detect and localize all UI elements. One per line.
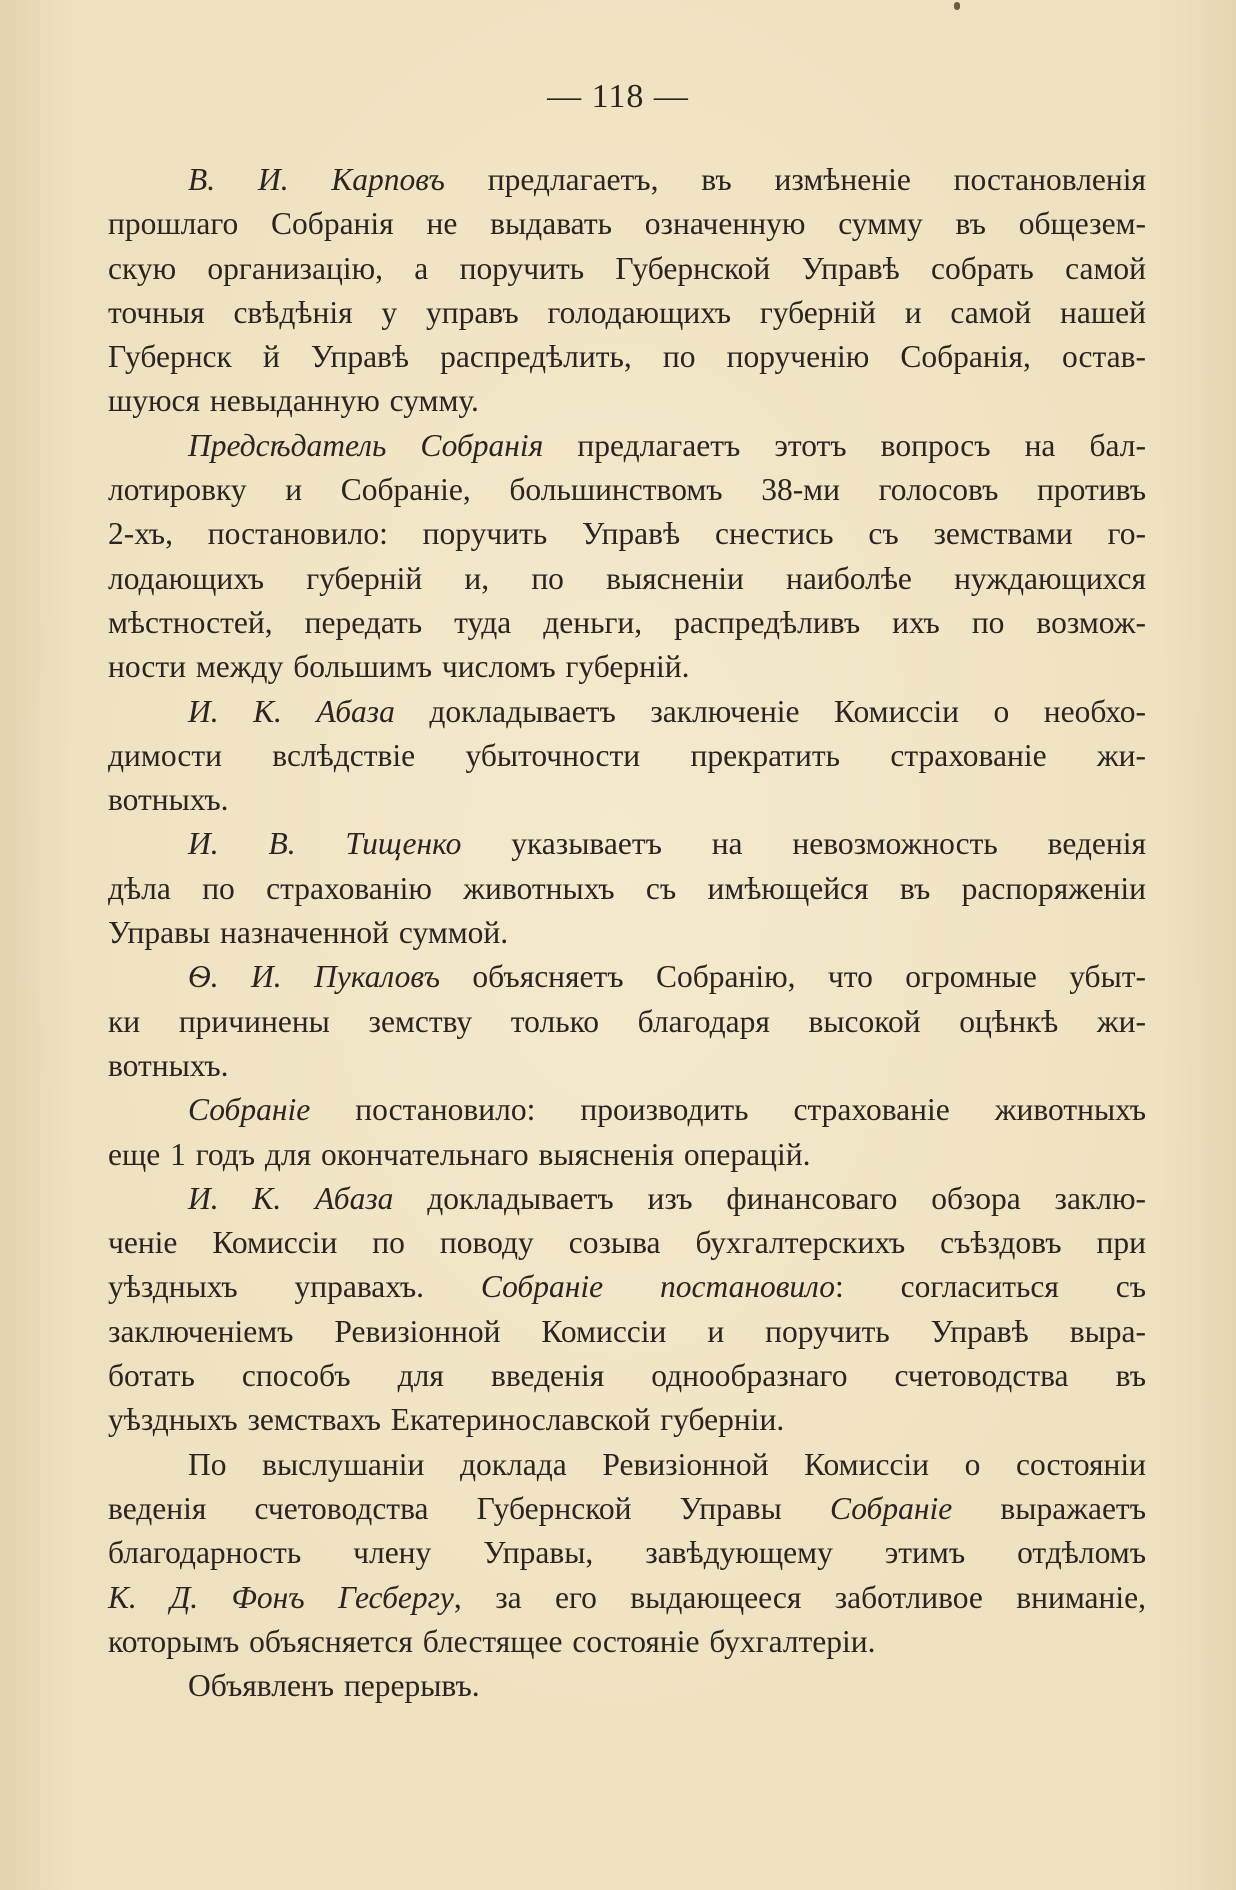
text-line bbox=[108, 1443, 1146, 1487]
text-run: Объявленъ перерывъ. bbox=[188, 1668, 480, 1704]
text-line bbox=[108, 645, 1146, 689]
text-line bbox=[108, 1664, 1146, 1708]
text-line bbox=[108, 778, 1146, 822]
text-line bbox=[108, 822, 1146, 866]
text-line bbox=[108, 291, 1146, 335]
text-run: ченіе Комиссіи по поводу созыва бухгалтерскихъ съѣздовъ при bbox=[108, 1225, 1146, 1261]
text-run: вотныхъ. bbox=[108, 782, 229, 818]
text-line bbox=[108, 512, 1146, 556]
text-line bbox=[108, 1265, 1146, 1309]
italic-name: Собраніе bbox=[188, 1092, 311, 1128]
text-run: лодающихъ губерній и, по выясненіи наиболѣе нуждающихся bbox=[108, 560, 1146, 596]
italic-name: Ѳ. И. Пукаловъ bbox=[188, 959, 440, 995]
text-run: прошлаго Собранія не выдавать означенную сумму въ общезем- bbox=[108, 206, 1146, 242]
italic-name: И. К. Абаза bbox=[188, 1180, 394, 1216]
text-line bbox=[108, 468, 1146, 512]
paragraph-chairman-ballot bbox=[108, 424, 1146, 690]
text-line bbox=[108, 1531, 1146, 1575]
text-run: объясняетъ Собранію, что огромные убыт- bbox=[440, 959, 1146, 995]
text-line bbox=[108, 601, 1146, 645]
text-run: шуюся невыданную сумму. bbox=[108, 383, 479, 419]
text-line bbox=[108, 1088, 1146, 1132]
text-run: По выслушаніи доклада Ревизіонной Комиссіи о состояніи bbox=[188, 1446, 1146, 1482]
text-run: дѣла по страхованію животныхъ съ имѣющейся въ распоряженіи bbox=[108, 870, 1146, 906]
italic-name: Предсѣдатель Собранія bbox=[188, 427, 544, 463]
text-line bbox=[108, 911, 1146, 955]
paragraph-tishchenko bbox=[108, 822, 1146, 955]
text-line bbox=[108, 1398, 1146, 1442]
text-line bbox=[108, 1354, 1146, 1398]
text-line bbox=[108, 1177, 1146, 1221]
text-run: мѣстностей, передать туда деньги, распредѣливъ ихъ по возмож- bbox=[108, 604, 1146, 640]
text-run: которымъ объясняется блестящее состояніе бухгалтеріи. bbox=[108, 1623, 876, 1659]
text-run: веденія счетоводства Губернской Управы bbox=[108, 1490, 830, 1526]
text-run: докладываетъ заключеніе Комиссіи о необхо- bbox=[394, 693, 1146, 729]
text-run: указываетъ на невозможность веденія bbox=[461, 826, 1146, 862]
text-run: благодарность члену Управы, завѣдующему этимъ отдѣломъ bbox=[108, 1535, 1146, 1571]
text-run: Губернск й Управѣ распредѣлить, по порученію Собранія, остав- bbox=[108, 339, 1146, 375]
text-line bbox=[108, 247, 1146, 291]
text-run: ботать способъ для введенія однообразнаго счетоводства въ bbox=[108, 1358, 1146, 1394]
text-run: лотировку и Собраніе, большинствомъ 38-ми голосовъ противъ bbox=[108, 472, 1146, 508]
text-line bbox=[108, 955, 1146, 999]
paragraph-assembly-decision bbox=[108, 1088, 1146, 1177]
text-run: заключеніемъ Ревизіонной Комиссіи и поручить Управѣ выра- bbox=[108, 1313, 1146, 1349]
ink-speck bbox=[954, 2, 960, 10]
text-line bbox=[108, 335, 1146, 379]
italic-name: К. Д. Фонъ Гесбергу bbox=[108, 1579, 454, 1615]
paragraph-abaza-insurance bbox=[108, 690, 1146, 823]
paragraph-abaza-accounting bbox=[108, 1177, 1146, 1443]
text-run: выражаетъ bbox=[952, 1490, 1146, 1526]
text-run: , за его выдающееся заботливое вниманіе, bbox=[453, 1579, 1146, 1615]
text-line bbox=[108, 158, 1146, 202]
text-run: 2-хъ, постановило: поручить Управѣ снестись съ земствами го- bbox=[108, 516, 1146, 552]
text-run: ности между большимъ числомъ губерній. bbox=[108, 649, 690, 685]
paragraph-pukalov bbox=[108, 955, 1146, 1088]
italic-name: Собраніе постановило bbox=[480, 1269, 836, 1305]
text-line bbox=[108, 1044, 1146, 1088]
text-run: точныя свѣдѣнія у управъ голодающихъ губерній и самой нашей bbox=[108, 294, 1146, 330]
text-line bbox=[108, 557, 1146, 601]
text-run: димости вслѣдствіе убыточности прекратить страхованіе жи- bbox=[108, 737, 1146, 773]
text-run: предлагаетъ, въ измѣненіе постановленія bbox=[444, 162, 1146, 197]
text-line bbox=[108, 1576, 1146, 1620]
text-run: скую организацію, а поручить Губернской Управѣ собрать самой bbox=[108, 250, 1146, 286]
text-line bbox=[108, 202, 1146, 246]
text-run: еще 1 годъ для окончательнаго выясненія операцій. bbox=[108, 1136, 811, 1172]
italic-name: Собраніе bbox=[830, 1490, 953, 1526]
italic-name: И. В. Тищенко bbox=[188, 826, 462, 862]
text-run: постановило: производить страхованіе животныхъ bbox=[310, 1092, 1146, 1128]
text-line bbox=[108, 690, 1146, 734]
text-run: вотныхъ. bbox=[108, 1047, 229, 1083]
text-run: уѣздныхъ управахъ. bbox=[108, 1269, 481, 1305]
text-run: Управы назначенной суммой. bbox=[108, 915, 509, 951]
text-line bbox=[108, 734, 1146, 778]
text-line bbox=[108, 424, 1146, 468]
text-line bbox=[108, 1620, 1146, 1664]
text-line bbox=[108, 867, 1146, 911]
text-line bbox=[108, 1487, 1146, 1531]
text-run: докладываетъ изъ финансоваго обзора заклю- bbox=[393, 1180, 1146, 1216]
italic-name: И. К. Абаза bbox=[188, 693, 395, 729]
italic-name: В. И. Карповъ bbox=[188, 162, 445, 197]
page-number: — 118 — bbox=[547, 78, 689, 115]
page-body-text bbox=[108, 158, 1146, 1708]
paragraph-gratitude bbox=[108, 1443, 1146, 1664]
text-line bbox=[108, 379, 1146, 423]
text-line bbox=[108, 1221, 1146, 1265]
text-run: уѣздныхъ земствахъ Екатеринославской губерніи. bbox=[108, 1402, 785, 1438]
text-line bbox=[108, 1310, 1146, 1354]
paragraph-karpov-proposal bbox=[108, 158, 1146, 424]
text-run: предлагаетъ этотъ вопросъ на бал- bbox=[543, 427, 1146, 463]
text-run: ки причинены земству только благодаря высокой оцѣнкѣ жи- bbox=[108, 1003, 1146, 1039]
text-line bbox=[108, 1000, 1146, 1044]
text-run: : согласиться съ bbox=[835, 1269, 1146, 1305]
paragraph-recess bbox=[108, 1664, 1146, 1708]
text-line bbox=[108, 1133, 1146, 1177]
